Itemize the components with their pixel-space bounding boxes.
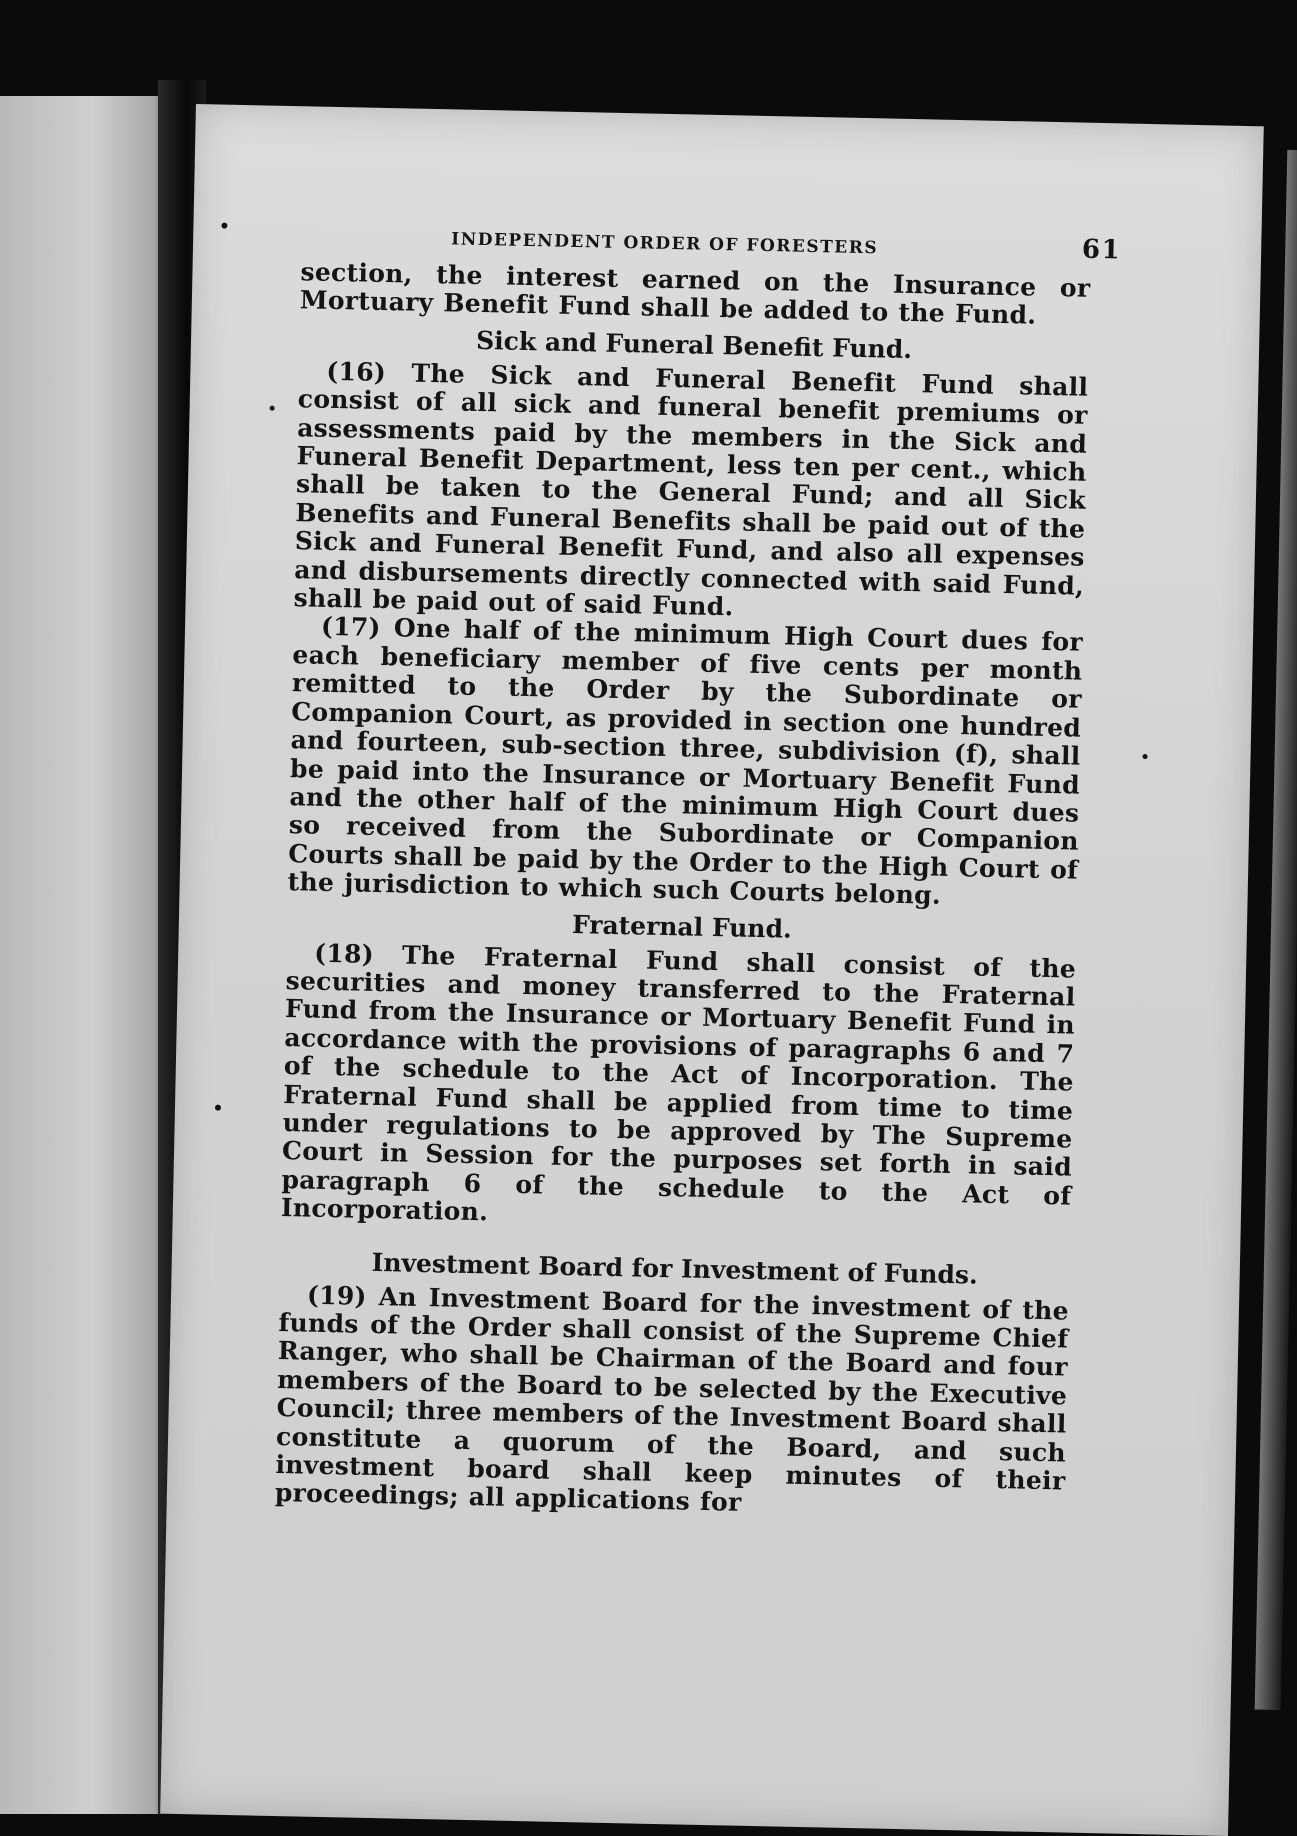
heading-investment-board: Investment Board for Investment of Funds. xyxy=(371,1247,979,1290)
scan-speck xyxy=(215,1105,221,1111)
page-number: 61 xyxy=(1081,234,1122,266)
page-right-edge-shadow xyxy=(1255,150,1297,1710)
heading-sick-funeral: Sick and Funeral Benefit Fund. xyxy=(475,325,913,364)
heading-fraternal-fund: Fraternal Fund. xyxy=(571,909,793,944)
paragraph-19: (19) An Investment Board for the investment of the funds of the Order shall consist of the Supreme Chief Ranger, who shall be Chairman of the Board and four members of the Board to be selected by the Executive Council; three members of the Investment Board shall constitute a quorum of the Board, and such investment board shall keep minutes of their proceedings; all applications for xyxy=(274,1280,1070,1518)
paragraph-16: (16) The Sick and Funeral Benefit Fund shall consist of all sick and funeral benefit premiums or assessments paid by the members in the Sick and Funeral Benefit Department, less ten per cent., which shall be taken to the General Fund; and all Sick Benefits and Funeral Benefits shall be paid out of the Sick and Funeral Benefit Fund, and also all expenses and disbursements directly connected with said Fund, shall be paid out of said Fund. xyxy=(293,356,1089,622)
facing-page-edge xyxy=(0,96,168,1814)
running-head xyxy=(301,218,1122,266)
scanned-page xyxy=(160,104,1264,1836)
scan-speck xyxy=(1142,754,1147,759)
paragraph-18: (18) The Fraternal Fund shall consist of the securities and money transferred to the Fraternal Fund from the Insurance or Mortuary Benefit Fund in accordance with the provisions of paragraphs 6 and 7 of the schedule to the Act of Incorporation. The Fraternal Fund shall be applied from time to time under regulations to be approved by The Supreme Court in Session for the purposes set forth in said paragraph 6 of the schedule to the Act of Incorporation. xyxy=(280,938,1077,1227)
scan-speck xyxy=(270,406,275,411)
page-text-block xyxy=(274,218,1122,1524)
intro-paragraph: section, the interest earned on the Insurance or Mortuary Benefit Fund shall be added to the Fund. xyxy=(299,257,1091,331)
paragraph-17: (17) One half of the minimum High Court dues for each beneficiary member of five cents per month remitted to the Order by the Subordinate or Companion Court, as provided in section one hundred and fourteen, sub-section three, subdivision (f), shall be paid into the Insurance or Mortuary Benefit Fund and the other half of the minimum High Court dues so received from the Subordinate or Companion Courts shall be paid by the Order to the High Court of the jurisdiction to which such Courts belong. xyxy=(287,612,1084,910)
running-title: INDEPENDENT ORDER OF FORESTERS xyxy=(451,229,879,259)
scan-speck xyxy=(221,223,227,229)
